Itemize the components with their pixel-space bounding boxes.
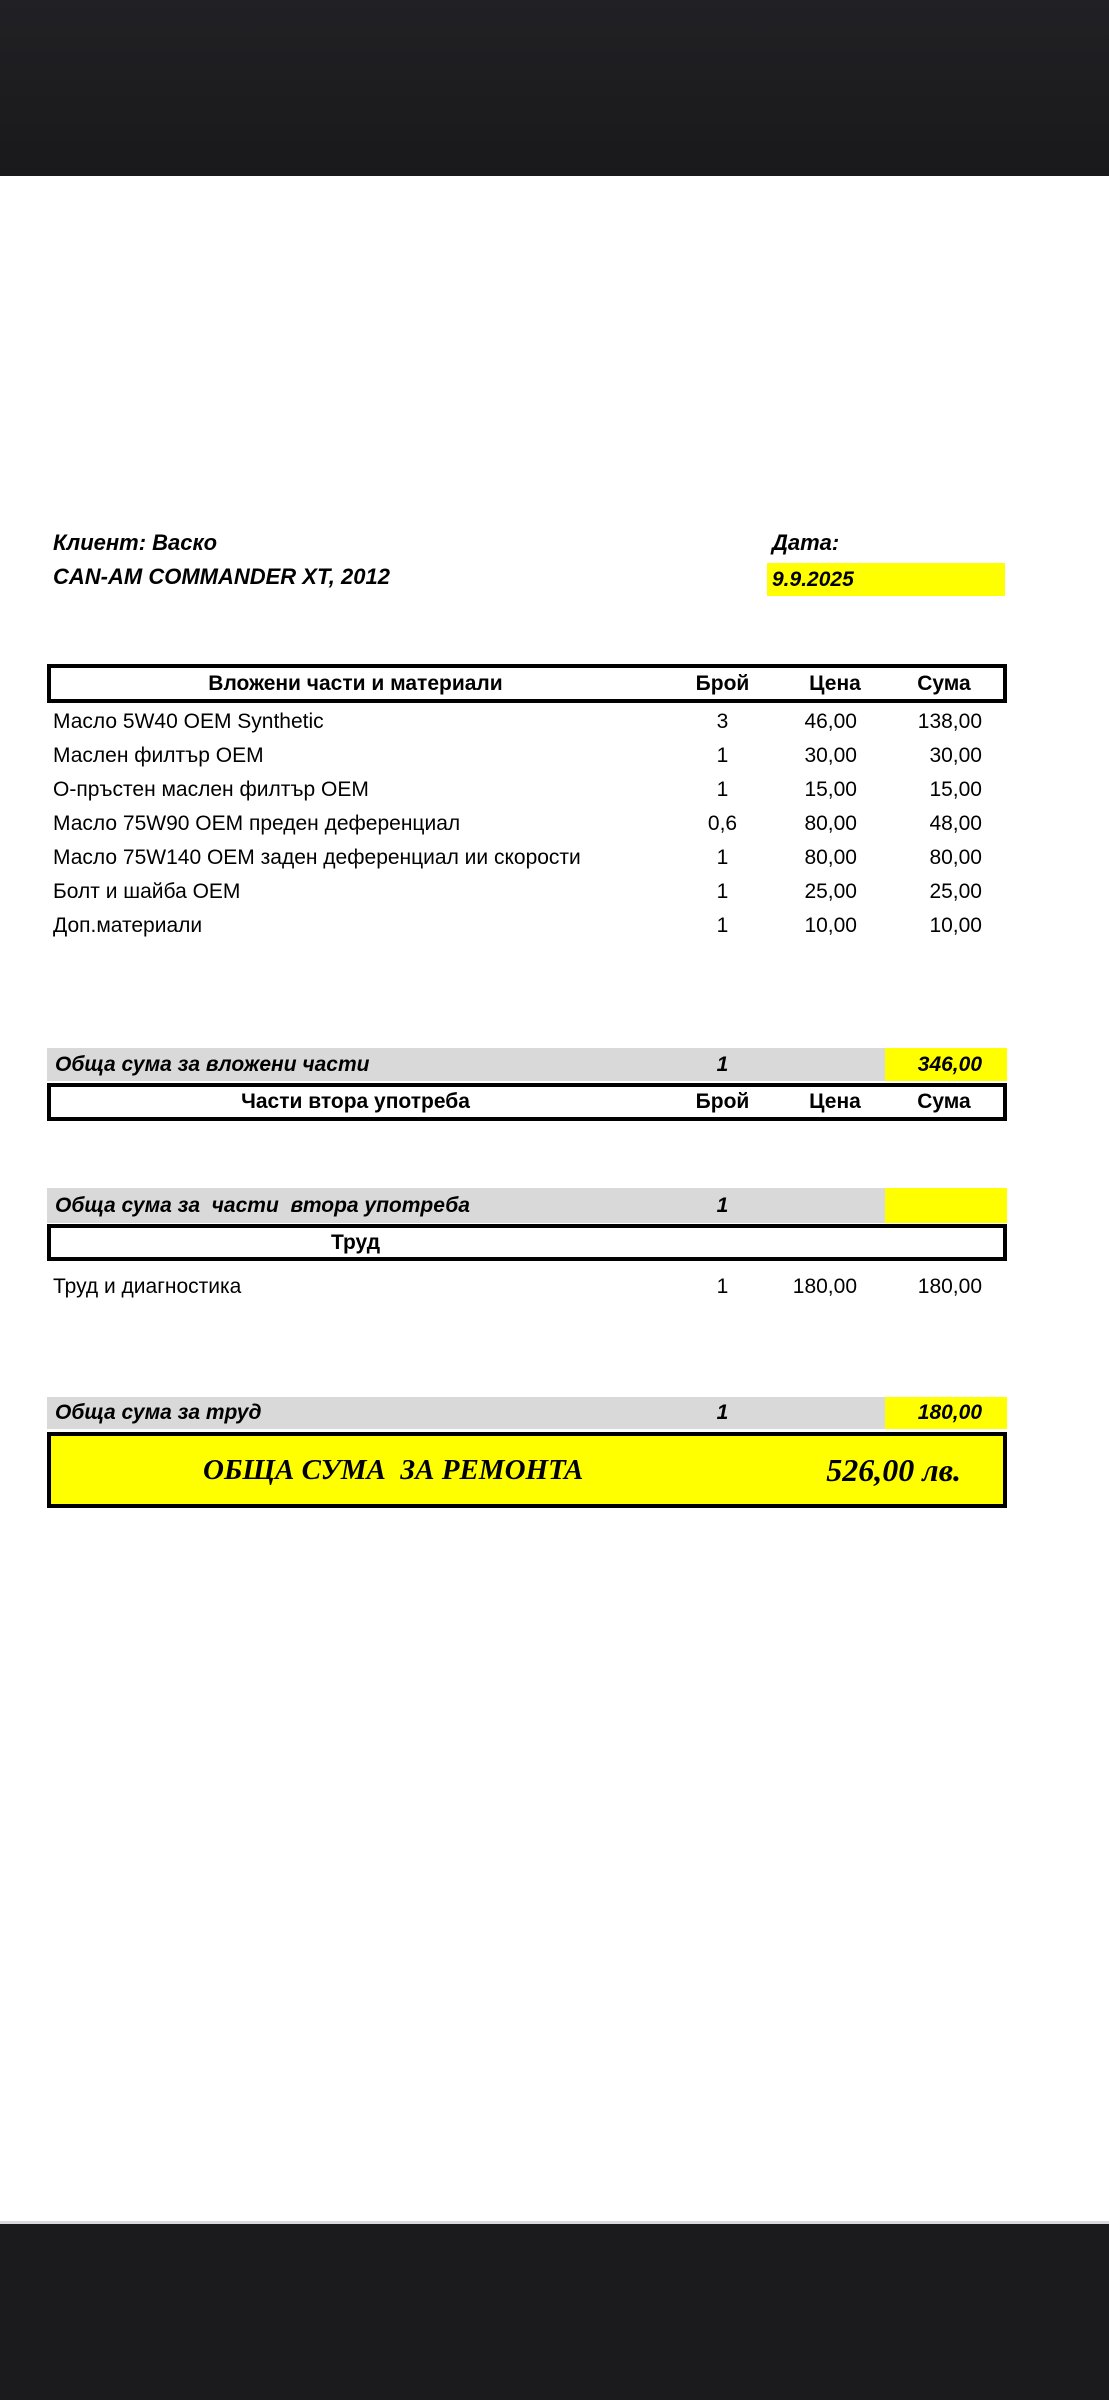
table-row: [47, 875, 1007, 909]
invoice-page: [0, 176, 1109, 2221]
part-sum: 10,00: [929, 914, 982, 937]
col-header-price: Цена: [809, 672, 861, 695]
subtotal-price-empty: [785, 1397, 885, 1429]
table-row: [47, 1270, 1007, 1304]
labor-header-spacer: [885, 1228, 1003, 1257]
part-sum: 138,00: [917, 710, 982, 733]
labor-name: Труд и диагностика: [53, 1275, 242, 1298]
labor-title: Труд: [330, 1231, 381, 1254]
table-row: [47, 739, 1007, 773]
part-sum: 15,00: [929, 778, 982, 801]
part-price: 46,00: [804, 710, 857, 733]
subtotal-label: Обща сума за части втора употреба: [47, 1188, 660, 1223]
part-qty: 1: [716, 744, 729, 767]
part-qty: 0,6: [707, 812, 738, 835]
part-name: Доп.материали: [53, 914, 203, 937]
subtotal-price-empty: [785, 1048, 885, 1081]
part-price: 10,00: [804, 914, 857, 937]
col-header-qty: Брой: [695, 1090, 750, 1113]
parts-table-title: Вложени части и материали: [208, 672, 503, 695]
part-qty: 1: [716, 880, 729, 903]
labor-qty: 1: [716, 1275, 729, 1298]
part-qty: 3: [716, 710, 729, 733]
part-name: Масло 75W140 ОЕМ заден деференциал ии скорости: [53, 846, 581, 869]
subtotal-qty: 1: [660, 1048, 785, 1081]
subtotal-qty: 1: [660, 1397, 785, 1429]
part-sum: 30,00: [929, 744, 982, 767]
labor-header-spacer: [785, 1228, 885, 1257]
part-sum: 80,00: [929, 846, 982, 869]
part-price: 25,00: [804, 880, 857, 903]
labor-table-header: [47, 1224, 1007, 1261]
col-header-qty: Брой: [695, 672, 750, 695]
part-sum: 48,00: [929, 812, 982, 835]
part-qty: 1: [716, 846, 729, 869]
part-name: Масло 5W40 OEM Synthetic: [53, 710, 324, 733]
col-header-sum: Сума: [917, 672, 971, 695]
col-header-price: Цена: [809, 1090, 861, 1113]
table-row: [47, 909, 1007, 943]
subtotal-sum-highlight: [885, 1188, 1007, 1223]
top-bezel: [0, 0, 1109, 179]
part-qty: 1: [716, 914, 729, 937]
parts-table-header: [47, 664, 1007, 703]
subtotal-label: Обща сума за вложени части: [47, 1048, 660, 1081]
subtotal-price-empty: [785, 1188, 885, 1223]
grand-total-value: 526,00 лв.: [826, 1451, 961, 1488]
table-row: [47, 841, 1007, 875]
part-price: 15,00: [804, 778, 857, 801]
table-row: [47, 705, 1007, 739]
grand-total-box: [47, 1432, 1007, 1508]
part-name: О-пръстен маслен филтър ОЕМ: [53, 778, 369, 801]
part-name: Болт и шайба ОЕМ: [53, 880, 241, 903]
subtotal-qty: 1: [660, 1188, 785, 1223]
subtotal-sum-highlight: 180,00: [885, 1397, 1007, 1429]
part-sum: 25,00: [929, 880, 982, 903]
table-row: [47, 807, 1007, 841]
used-parts-title: Части втора употреба: [241, 1090, 470, 1113]
labor-price: 180,00: [792, 1275, 857, 1298]
date-label: Дата:: [772, 530, 840, 555]
table-row: [47, 773, 1007, 807]
part-price: 80,00: [804, 812, 857, 835]
bottom-bezel: [0, 2221, 1109, 2400]
grand-total-label: ОБЩА СУМА ЗА РЕМОНТА: [203, 1453, 584, 1486]
subtotal-label: Обща сума за труд: [47, 1397, 660, 1429]
part-qty: 1: [716, 778, 729, 801]
labor-subtotal-row: [47, 1397, 1007, 1429]
labor-sum: 180,00: [917, 1275, 982, 1298]
part-name: Масло 75W90 ОЕМ преден деференциал: [53, 812, 461, 835]
subtotal-sum-highlight: 346,00: [885, 1048, 1007, 1081]
part-price: 80,00: [804, 846, 857, 869]
date-value: 9.9.2025: [772, 568, 854, 591]
used-parts-table-header: [47, 1083, 1007, 1121]
client-name: Клиент: Васко: [53, 530, 218, 555]
parts-subtotal-row: [47, 1048, 1007, 1081]
part-name: Маслен филтър ОЕМ: [53, 744, 264, 767]
col-header-sum: Сума: [917, 1090, 971, 1113]
used-parts-subtotal-row: [47, 1188, 1007, 1223]
labor-header-spacer: [660, 1228, 785, 1257]
vehicle-model: CAN-AM COMMANDER XT, 2012: [53, 564, 390, 589]
date-value-highlight: [767, 563, 1005, 596]
part-price: 30,00: [804, 744, 857, 767]
